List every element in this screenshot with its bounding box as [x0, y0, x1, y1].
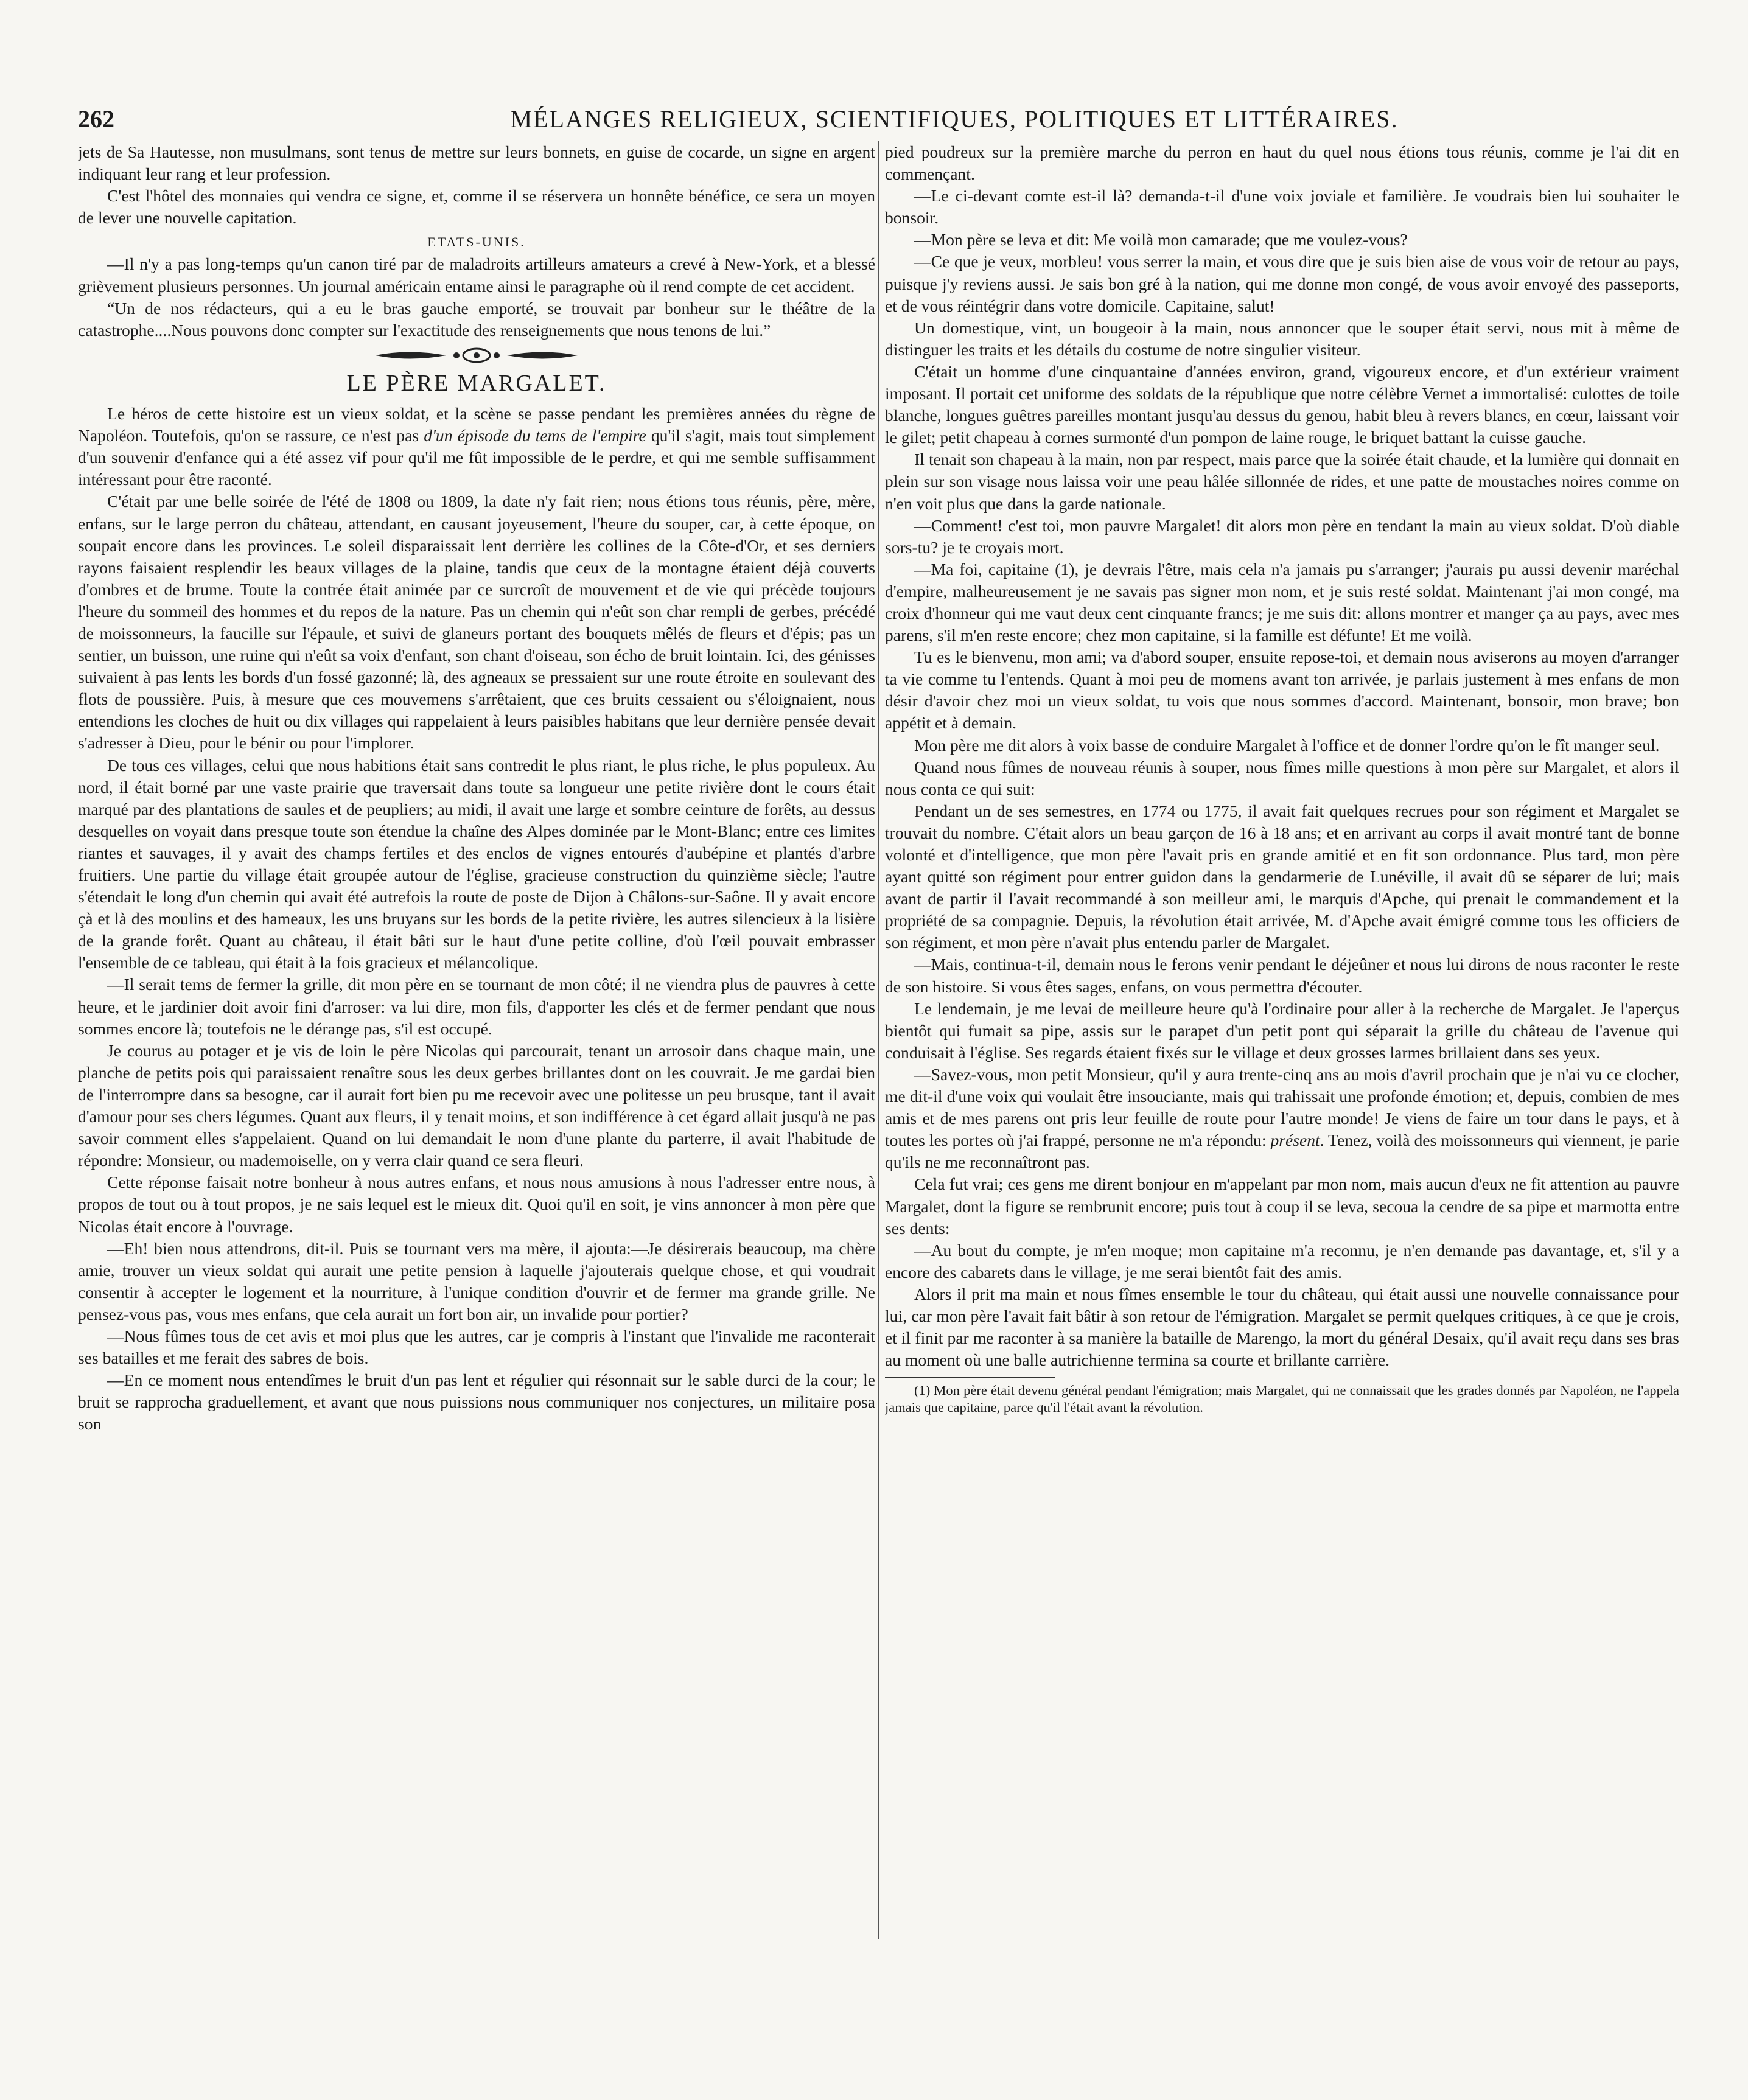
story-italic-text: présent	[1270, 1131, 1320, 1150]
story-paragraph: —Mais, continua-t-il, demain nous le ferons venir pendant le déjeûner et nous lui dirons de nous raconter le reste de son histoire. Si vous êtes sages, enfans, on vous permettra d'écouter.	[885, 955, 1679, 996]
page-header	[78, 101, 1673, 139]
journal-title: MÉLANGES RELIGIEUX, SCIENTIFIQUES, POLITIQUES ET LITTÉRAIRES.	[510, 105, 1399, 133]
scroll-ornament-icon	[78, 346, 875, 370]
column-divider	[878, 141, 879, 1939]
story-paragraph: Mon père me dit alors à voix basse de conduire Margalet à l'office et de donner l'ordre qu'on le fît manger seul.	[914, 735, 1660, 755]
story-paragraph: —Mon père se leva et dit: Me voilà mon camarade; que me voulez-vous?	[914, 230, 1408, 249]
story-text: —Savez-vous, mon petit Monsieur, qu'il y aura trente-cinq ans au mois d'avril prochain que je n'ai vu ce clocher, me dit-il d'une voix qui voulait être insouciante, mais qui trahissait une profonde émotion; et, depuis, combien de mes amis et de mes parens ont pris leur feuille de route pour l'autre monde! Je viens de faire un tour dans le pays, et à toutes les portes où j'ai frappé, personne ne m'a répondu:	[885, 1064, 1679, 1150]
story-paragraph: —Le ci-devant comte est-il là? demanda-t-il d'une voix joviale et familière. Je voudrais bien lui souhaiter le bonsoir.	[885, 186, 1679, 228]
story-text: . Tenez, voilà des moissonneurs qui viennent, je parie qu'ils ne me reconnaîtront pas.	[885, 1131, 1679, 1172]
story-paragraph: —Il serait tems de fermer la grille, dit mon père en se tournant de mon côté; il ne viendra plus de pauvres à cette heure, et le jardinier doit avoir fini d'arroser: va lui dire, mon fils, d'apporter les clés et de fermer pendant que nous sommes encore là; toutefois ne le dérange pas, s'il est occupé.	[78, 975, 875, 1038]
footnote: (1) Mon père était devenu général pendant l'émigration; mais Margalet, qui ne connaissait que les grades donnés par Napoléon, ne l'appela jamais que capitaine, parce qu'il l'était avant la révolution.	[885, 1383, 1679, 1415]
story-paragraph: Un domestique, vint, un bougeoir à la main, nous annoncer que le souper était servi, nous mit à même de distinguer les traits et les détails du costume de notre singulier visiteur.	[885, 318, 1679, 359]
story-paragraph: Cela fut vrai; ces gens me dirent bonjour en m'appelant par mon nom, mais aucun d'eux ne fit attention au pauvre Margalet, dont la figure se rembrunit encore; puis tout à coup il se leva, secoua la cendre de sa pipe et marmotta entre ses dents:	[885, 1174, 1679, 1238]
intro-paragraph: jets de Sa Hautesse, non musulmans, sont tenus de mettre sur leurs bonnets, en guise de cocarde, un signe en argent indiquant leur rang et leur profession.	[78, 142, 875, 184]
story-paragraph: Alors il prit ma main et nous fîmes ensemble le tour du château, qui était aussi une nouvelle connaissance pour lui, car mon père l'avait fait bâtir à son retour de l'émigration. Margalet se permit quelques critiques, à ce que je crois, et il finit par me raconter à sa manière la bataille de Marengo, la mort du général Desaix, qu'il avait reçu dans ses bras au moment où une balle autrichienne termina sa courte et brillante carrière.	[885, 1284, 1679, 1370]
story-text: qu'il s'agit, mais tout simplement d'un souvenir d'enfance qui a été assez vif pour qu'il me fût impossible de le perdre, et qui me semble suffisamment intéressant pour être raconté.	[78, 426, 875, 489]
right-column	[885, 141, 1679, 2052]
news-paragraph: —Il n'y a pas long-temps qu'un canon tiré par de maladroits artilleurs amateurs a crevé à New-York, et a blessé grièvement plusieurs personnes. Un journal américain entame ainsi le paragraphe où il rend compte de cet accident.	[78, 254, 875, 296]
footnote-rule	[885, 1377, 1055, 1378]
story-paragraph: C'était un homme d'une cinquantaine d'années environ, grand, vigoureux encore, et d'un extérieur vraiment imposant. Il portait cet uniforme des soldats de la république que notre célèbre Vernet a immortalisé: culottes de toile blanche, longues guêtres pareilles montant jusqu'au dessus du genou, habit bleu à revers blancs, en cœur, laissant voir le gilet; petit chapeau à cornes surmonté d'un pompon de laine rouge, le briquet battant la cuisse gauche.	[885, 361, 1679, 447]
story-paragraph: De tous ces villages, celui que nous habitions était sans contredit le plus riant, le plus riche, le plus populeux. Au nord, il était borné par une vaste prairie que traversait dans toute sa longueur une petite rivière dont le cours était marqué par des plantations de saules et de peupliers; au midi, il avait une large et sombre ceinture de forêts, au dessus desquelles on voyait dans presque toute son étendue la chaîne des Alpes dominée par le Mont-Blanc; entre ces limites riantes et sauvages, il y avait des champs fertiles et des enclos de vignes entourés d'aubépine et plantés d'arbre fruitiers. Une partie du village était groupée autour de l'église, gracieuse construction du quinzième siècle; l'autre s'étendait le long d'un chemin qui avait été autrefois la route de poste de Dijon à Châlons-sur-Saône. Il y avait encore çà et là des moulins et des hameaux, les uns bruyans sur les bords de la petite rivière, les autres silencieux à la lisière de la grande forêt. Quant au château, il était bâti sur le haut d'une petite colline, d'où l'œil pouvait embrasser l'ensemble de ce tableau, qui était à la fois gracieux et mélancolique.	[78, 755, 875, 972]
story-paragraph	[885, 1064, 1679, 1173]
story-paragraph: Cette réponse faisait notre bonheur à nous autres enfans, et nous nous amusions à nous l'adresser entre nous, à propos de tout ou à tout propos, je ne sais lequel est le mieux dit. Quoi qu'il en soit, je vins annoncer à mon père que Nicolas était encore à l'ouvrage.	[78, 1173, 875, 1236]
story-paragraph: Le lendemain, je me levai de meilleure heure qu'à l'ordinaire pour aller à la recherche de Margalet. Je l'aperçus bientôt qui fumait sa pipe, assis sur le parapet d'un petit pont qui séparait la grille du château de l'avenue qui conduisait à l'église. Ses regards étaient fixés sur le village et deux grosses larmes brillaient dans ses yeux.	[885, 999, 1679, 1062]
story-paragraph: —Comment! c'est toi, mon pauvre Margalet! dit alors mon père en tendant la main au vieux soldat. D'où diable sors-tu? je te croyais mort.	[885, 515, 1679, 557]
story-paragraph: —Au bout du compte, je m'en moque; mon capitaine m'a reconnu, je n'en demande pas davantage, et, s'il y a encore des cabarets dans le village, je me serai bientôt fait des amis.	[885, 1240, 1679, 1282]
story-paragraph: —Ce que je veux, morbleu! vous serrer la main, et vous dire que je suis bien aise de vous voir de retour au pays, puisque j'y reviens aussi. Je sais bon gré à la nation, qui me donne mon congé, de vous avoir envoyé des passeports, et de vous réintégrir dans votre domicile. Capitaine, salut!	[885, 252, 1679, 315]
story-paragraph: C'était par une belle soirée de l'été de 1808 ou 1809, la date n'y fait rien; nous étions tous réunis, père, mère, enfans, sur le large perron du château, attendant, en causant joyeusement, l'heure du souper, car, à cette époque, on soupait encore dans les provinces. Le soleil disparaissait lent derrière les collines de la Côte-d'Or, et ses derniers rayons faisaient resplendir les beaux villages de la plaine, tandis que ceux de la montagne étaient déjà couverts d'ombres et de brume. Toute la contrée était animée par ce surcroît de mouvement et de vie qui précède toujours l'heure du sommeil des hommes et du repos de la nature. Pas un chemin qui n'eût son char rempli de gerbes, précédé de moissonneurs, la faucille sur l'épaule, et suivi de glaneurs portant des bouquets mêlés de fleurs et d'épis; pas un sentier, un buisson, une ruine qui n'eût sa voix d'enfant, son chant d'oiseau, son écho de bruit lointain. Ici, des génisses suivaient à pas lents les bords d'un fossé gazonné; là, des agneaux se pressaient sur une route étroite en soulevant des flots de poussière. Puis, à mesure que ces mouvemens s'arrêtaient, que ces bruits cessaient ou s'éloignaient, nous entendions les cloches de huit ou dix villages qui rappelaient à leurs paisibles habitans que leur dernière pensée devait s'adresser à Dieu, pour le bénir ou pour l'implorer.	[78, 492, 875, 753]
story-paragraph: —Eh! bien nous attendrons, dit-il. Puis se tournant vers ma mère, il ajouta:—Je désirerais beaucoup, ma chère amie, trouver un vieux soldat qui aurait une petite pension à laquelle j'ajouterais quelque chose, et qui voudrait consentir à accepter le logement et la nourriture, à l'unique condition d'ouvrir et de fermer ma grande grille. Ne pensez-vous pas, vous mes enfans, que cela aurait un fort bon air, un invalide pour portier?	[78, 1238, 875, 1324]
page-number: 262	[78, 105, 114, 133]
story-paragraph: Il tenait son chapeau à la main, non par respect, mais parce que la soirée était chaude, et la lumière qui donnait en plein sur son visage nous laissa voir une peau hâlée sillonnée de rides, et une patte de moustaches noires comme on n'en voit plus que dans la garde nationale.	[885, 450, 1679, 513]
story-title: LE PÈRE MARGALET.	[346, 370, 607, 396]
story-paragraph: Pendant un de ses semestres, en 1774 ou 1775, il avait fait quelques recrues pour son régiment et Margalet se trouvait du nombre. C'était alors un beau garçon de 16 à 18 ans; et en arrivant au corps il avait montré tant de bonne volonté et d'intelligence, que mon père l'avait pris en grande amitié et en fit son ordonnance. Plus tard, mon père ayant quitté son régiment pour entrer guidon dans la gendarmerie de Lunéville, il avait dû se séparer de lui; mais avant de partir il l'avait recommandé à son meilleur ami, le marquis d'Apche, qui prenait le commandement et la propriété de sa compagnie. Depuis, la révolution était arrivée, M. d'Apche avait émigré comme tous les officiers de son régiment, et mon père n'avait plus entendu parler de Margalet.	[885, 801, 1679, 952]
story-text: Le héros de cette histoire est un vieux soldat, et la scène se passe pendant les premières années du règne de Napoléon. Toutefois, qu'on se rassure, ce n'est pas	[78, 404, 875, 445]
intro-paragraph: C'est l'hôtel des monnaies qui vendra ce signe, et, comme il se réservera un honnête bénéfice, ce sera un moyen de lever une nouvelle capitation.	[78, 186, 875, 228]
story-paragraph: Je courus au potager et je vis de loin le père Nicolas qui parcourait, tenant un arrosoir dans chaque main, une planche de petits pois qui paraissaient renaître sous les deux gerbes brillantes dont on les couvrait. Je me gardai bien de l'interrompre dans sa besogne, car il aurait fort bien pu me recevoir avec une politesse un peu brusque, tant il avait d'amour pour ses chers légumes. Quant aux fleurs, il y tenait moins, et son indifférence à cet égard allait jusqu'à ne pas savoir comment elles s'appelaient. Quand on lui demandait le nom d'une plante du parterre, il avait l'habitude de répondre: Monsieur, ou mademoiselle, on y verra clair quand ce sera fleuri.	[78, 1041, 875, 1170]
story-paragraph: —En ce moment nous entendîmes le bruit d'un pas lent et régulier qui résonnait sur le sable durci de la cour; le bruit se rapprocha graduellement, et avant que nous puissions nous communiquer nos conjectures, un militaire posa son	[78, 1370, 875, 1434]
story-paragraph: —Nous fûmes tous de cet avis et moi plus que les autres, car je compris à l'instant que l'invalide me raconterait ses batailles et me ferait des sabres de bois.	[78, 1326, 875, 1368]
story-italic-text: d'un épisode du tems de l'empire	[424, 426, 646, 445]
story-paragraph	[78, 403, 875, 490]
story-paragraph: pied poudreux sur la première marche du perron en haut du quel nous étions tous réunis, comme je l'ai dit en commençant.	[885, 142, 1679, 184]
news-quote: “Un de nos rédacteurs, qui a eu le bras gauche emporté, se trouvait par bonheur sur le théâtre de la catastrophe....Nous pouvons donc compter sur l'exactitude des renseignements que nous tenons de lui.”	[78, 298, 875, 340]
story-paragraph: Quand nous fûmes de nouveau réunis à souper, nous fîmes mille questions à mon père sur Margalet, et alors il nous conta ce qui suit:	[885, 757, 1679, 798]
story-paragraph: —Ma foi, capitaine (1), je devrais l'être, mais cela n'a jamais pu s'arranger; j'aurais pu aussi devenir maréchal d'empire, malheureusement je ne savais pas signer mon nom, et je suis resté soldat. Maintenant j'ai mon congé, ma croix d'honneur qui me vaut deux cent cinquante francs; je me suis dit: allons montrer et manger ça au pays, avec mes parens, s'il m'en reste encore; chez mon capitaine, si la famille est défunte! Et me voilà.	[885, 559, 1679, 645]
story-paragraph: Tu es le bienvenu, mon ami; va d'abord souper, ensuite repose-toi, et demain nous aviserons au moyen d'arranger ta vie comme tu l'entends. Quant à moi peu de momens avant ton arrivée, je parlais justement à mes enfans de mon désir d'avoir chez moi un vieux soldat, tu vois que nous sommes d'accord. Maintenant, bonsoir, mon brave; bon appétit et à demain.	[885, 647, 1679, 733]
section-label-etats-unis: ETATS-UNIS.	[427, 234, 526, 250]
left-column	[78, 141, 875, 2052]
